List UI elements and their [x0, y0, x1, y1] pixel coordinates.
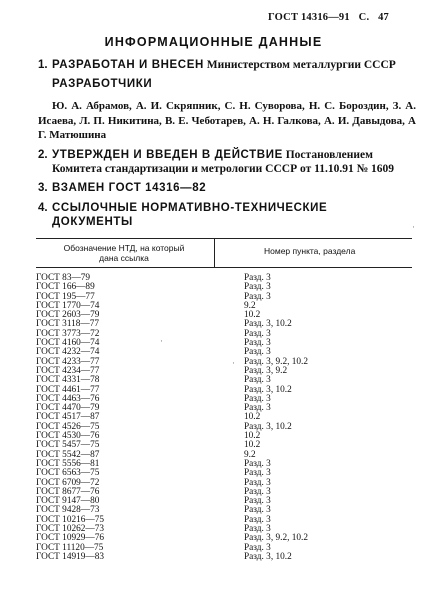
row-section-ref: Разд. 3, 10.2	[244, 319, 292, 330]
row-ntd-code: ГОСТ 10262—73	[36, 524, 105, 535]
row-section-ref: 9.2	[244, 300, 256, 311]
row-ntd-code: ГОСТ 14919—83	[36, 551, 105, 562]
section-1-caps: РАЗРАБОТАН И ВНЕСЕН	[52, 59, 204, 71]
row-ntd-code: ГОСТ 5542—87	[36, 449, 100, 460]
row-ntd-code: ГОСТ 4463—76	[36, 393, 100, 404]
row-section-ref: Разд. 3	[244, 542, 271, 553]
row-ntd-code: ГОСТ 5556—81	[36, 458, 100, 469]
page-header	[262, 12, 389, 23]
section-4-number: 4.	[38, 202, 48, 214]
row-ntd-code: ГОСТ 4160—74	[36, 338, 100, 349]
row-ntd-code: ГОСТ 4526—75	[36, 421, 100, 432]
row-section-ref: Разд. 3	[244, 477, 271, 488]
row-ntd-code: ГОСТ 6709—72	[36, 477, 100, 488]
section-3-text	[52, 181, 408, 195]
section-2-caps: УТВЕРЖДЕН И ВВЕДЕН В ДЕЙСТВИЕ	[52, 149, 283, 161]
row-ntd-code: ГОСТ 6563—75	[36, 468, 100, 479]
row-section-ref: Разд. 3, 10.2	[244, 384, 292, 395]
row-section-ref: 10.2	[244, 440, 261, 451]
row-section-ref: Разд. 3	[244, 347, 271, 358]
row-section-ref: Разд. 3	[244, 458, 271, 469]
row-ntd-code: ГОСТ 1770—74	[36, 300, 100, 311]
section-1	[38, 58, 408, 72]
references-table	[36, 238, 412, 562]
row-ntd-code: ГОСТ 4530—76	[36, 431, 100, 442]
row-section-ref: Разд. 3	[244, 393, 271, 404]
row-section-ref: Разд. 3	[244, 403, 271, 414]
header-page-number: 47	[378, 12, 389, 23]
row-section-ref: Разд. 3	[244, 282, 271, 293]
section-3-caps: ВЗАМЕН ГОСТ 14316—82	[52, 182, 207, 194]
row-ntd-code: ГОСТ 3773—72	[36, 328, 100, 339]
row-section-ref: 9.2	[244, 449, 256, 460]
row-ntd-code: ГОСТ 83—79	[36, 273, 91, 283]
row-ntd-code: ГОСТ 4517—87	[36, 412, 100, 423]
row-section-ref: Разд. 3, 9.2	[244, 365, 288, 376]
row-section-ref: Разд. 3	[244, 514, 271, 525]
row-section-ref: 10.2	[244, 431, 261, 442]
row-ntd-code: ГОСТ 166—89	[36, 282, 95, 293]
authors-list: Ю. А. Абрамов, А. И. Скряпник, С. Н. Суворова, Н. С. Бороздин, З. А. Исаева, Л. П. Никитина, В. Е. Чеботарев, А. Н. Галкова, А. И. Давыдова, А Г. Матюшина	[38, 100, 416, 141]
table-body	[36, 274, 412, 562]
row-ntd-code: ГОСТ 10929—76	[36, 533, 105, 544]
row-section-ref: Разд. 3	[244, 505, 271, 516]
row-ntd-code: ГОСТ 195—77	[36, 291, 95, 302]
section-2-number: 2.	[38, 149, 48, 161]
scan-speck: ·	[232, 358, 235, 368]
page-title: ИНФОРМАЦИОННЫЕ ДАННЫЕ	[104, 35, 323, 49]
row-section-ref: Разд. 3	[244, 524, 271, 535]
row-section-ref: Разд. 3, 9.2, 10.2	[244, 533, 309, 544]
row-section-ref: 10.2	[244, 310, 261, 321]
section-2-rest: Постановлением Комитета стандартизации и метрологии СССР от 11.10.91 № 1609	[52, 149, 395, 175]
row-ntd-code: ГОСТ 4331—78	[36, 375, 100, 386]
row-ntd-code: ГОСТ 4470—79	[36, 403, 100, 414]
row-ntd-code: ГОСТ 8677—76	[36, 486, 100, 497]
row-ntd-code: ГОСТ 9428—73	[36, 505, 100, 516]
row-section-ref: 10.2	[244, 412, 261, 423]
table-row	[36, 553, 412, 562]
row-section-ref: Разд. 3, 9.2, 10.2	[244, 356, 309, 367]
header-doc-number: ГОСТ 14316—91	[268, 12, 350, 23]
header-page-label: С.	[358, 12, 370, 23]
section-1-rest: Министерством металлургии СССР	[203, 59, 396, 71]
row-section-ref: Разд. 3, 10.2	[244, 421, 292, 432]
section-4	[38, 201, 408, 229]
header-divider	[214, 239, 215, 267]
scan-speck: ·	[160, 336, 163, 346]
row-ntd-code: ГОСТ 4232—74	[36, 347, 100, 358]
row-ntd-code: ГОСТ 5457—75	[36, 440, 100, 451]
row-section-ref: Разд. 3	[244, 375, 271, 386]
row-section-ref: Разд. 3	[244, 328, 271, 339]
section-3-number: 3.	[38, 182, 48, 194]
row-section-ref: Разд. 3	[244, 291, 271, 302]
table-header	[36, 239, 412, 267]
row-section-ref: Разд. 3	[244, 486, 271, 497]
row-ntd-code: ГОСТ 9147—80	[36, 496, 100, 507]
scan-speck: ·	[412, 222, 415, 232]
row-ntd-code: ГОСТ 3118—77	[36, 319, 100, 330]
developers-label: РАЗРАБОТЧИКИ	[52, 78, 153, 90]
section-2-text	[52, 148, 408, 176]
row-ntd-code: ГОСТ 4234—77	[36, 365, 100, 376]
row-section-ref: Разд. 3, 10.2	[244, 551, 292, 562]
row-ntd-code: ГОСТ 10216—75	[36, 514, 105, 525]
row-section-ref: Разд. 3	[244, 496, 271, 507]
section-4-text	[52, 201, 408, 229]
section-4-caps: ССЫЛОЧНЫЕ НОРМАТИВНО-ТЕХНИЧЕСКИЕ ДОКУМЕНТЫ	[52, 202, 328, 228]
column-header-section: Номер пункта, раздела	[264, 246, 356, 256]
row-ntd-code: ГОСТ 4461—77	[36, 384, 100, 395]
row-section-ref: Разд. 3	[244, 338, 271, 349]
section-1-text	[52, 58, 408, 72]
row-section-ref: Разд. 3	[244, 468, 271, 479]
row-ntd-code: ГОСТ 2603—79	[36, 310, 100, 321]
section-3	[38, 181, 408, 195]
section-1-number: 1.	[38, 59, 48, 71]
section-2	[38, 148, 408, 176]
column-header-ntd: Обозначение НТД, на который дана ссылка	[63, 243, 185, 263]
row-ntd-code: ГОСТ 11120—75	[36, 542, 104, 553]
row-ntd-code: ГОСТ 4233—77	[36, 356, 100, 367]
row-section-ref: Разд. 3	[244, 273, 271, 283]
table-header-rule	[36, 267, 412, 268]
